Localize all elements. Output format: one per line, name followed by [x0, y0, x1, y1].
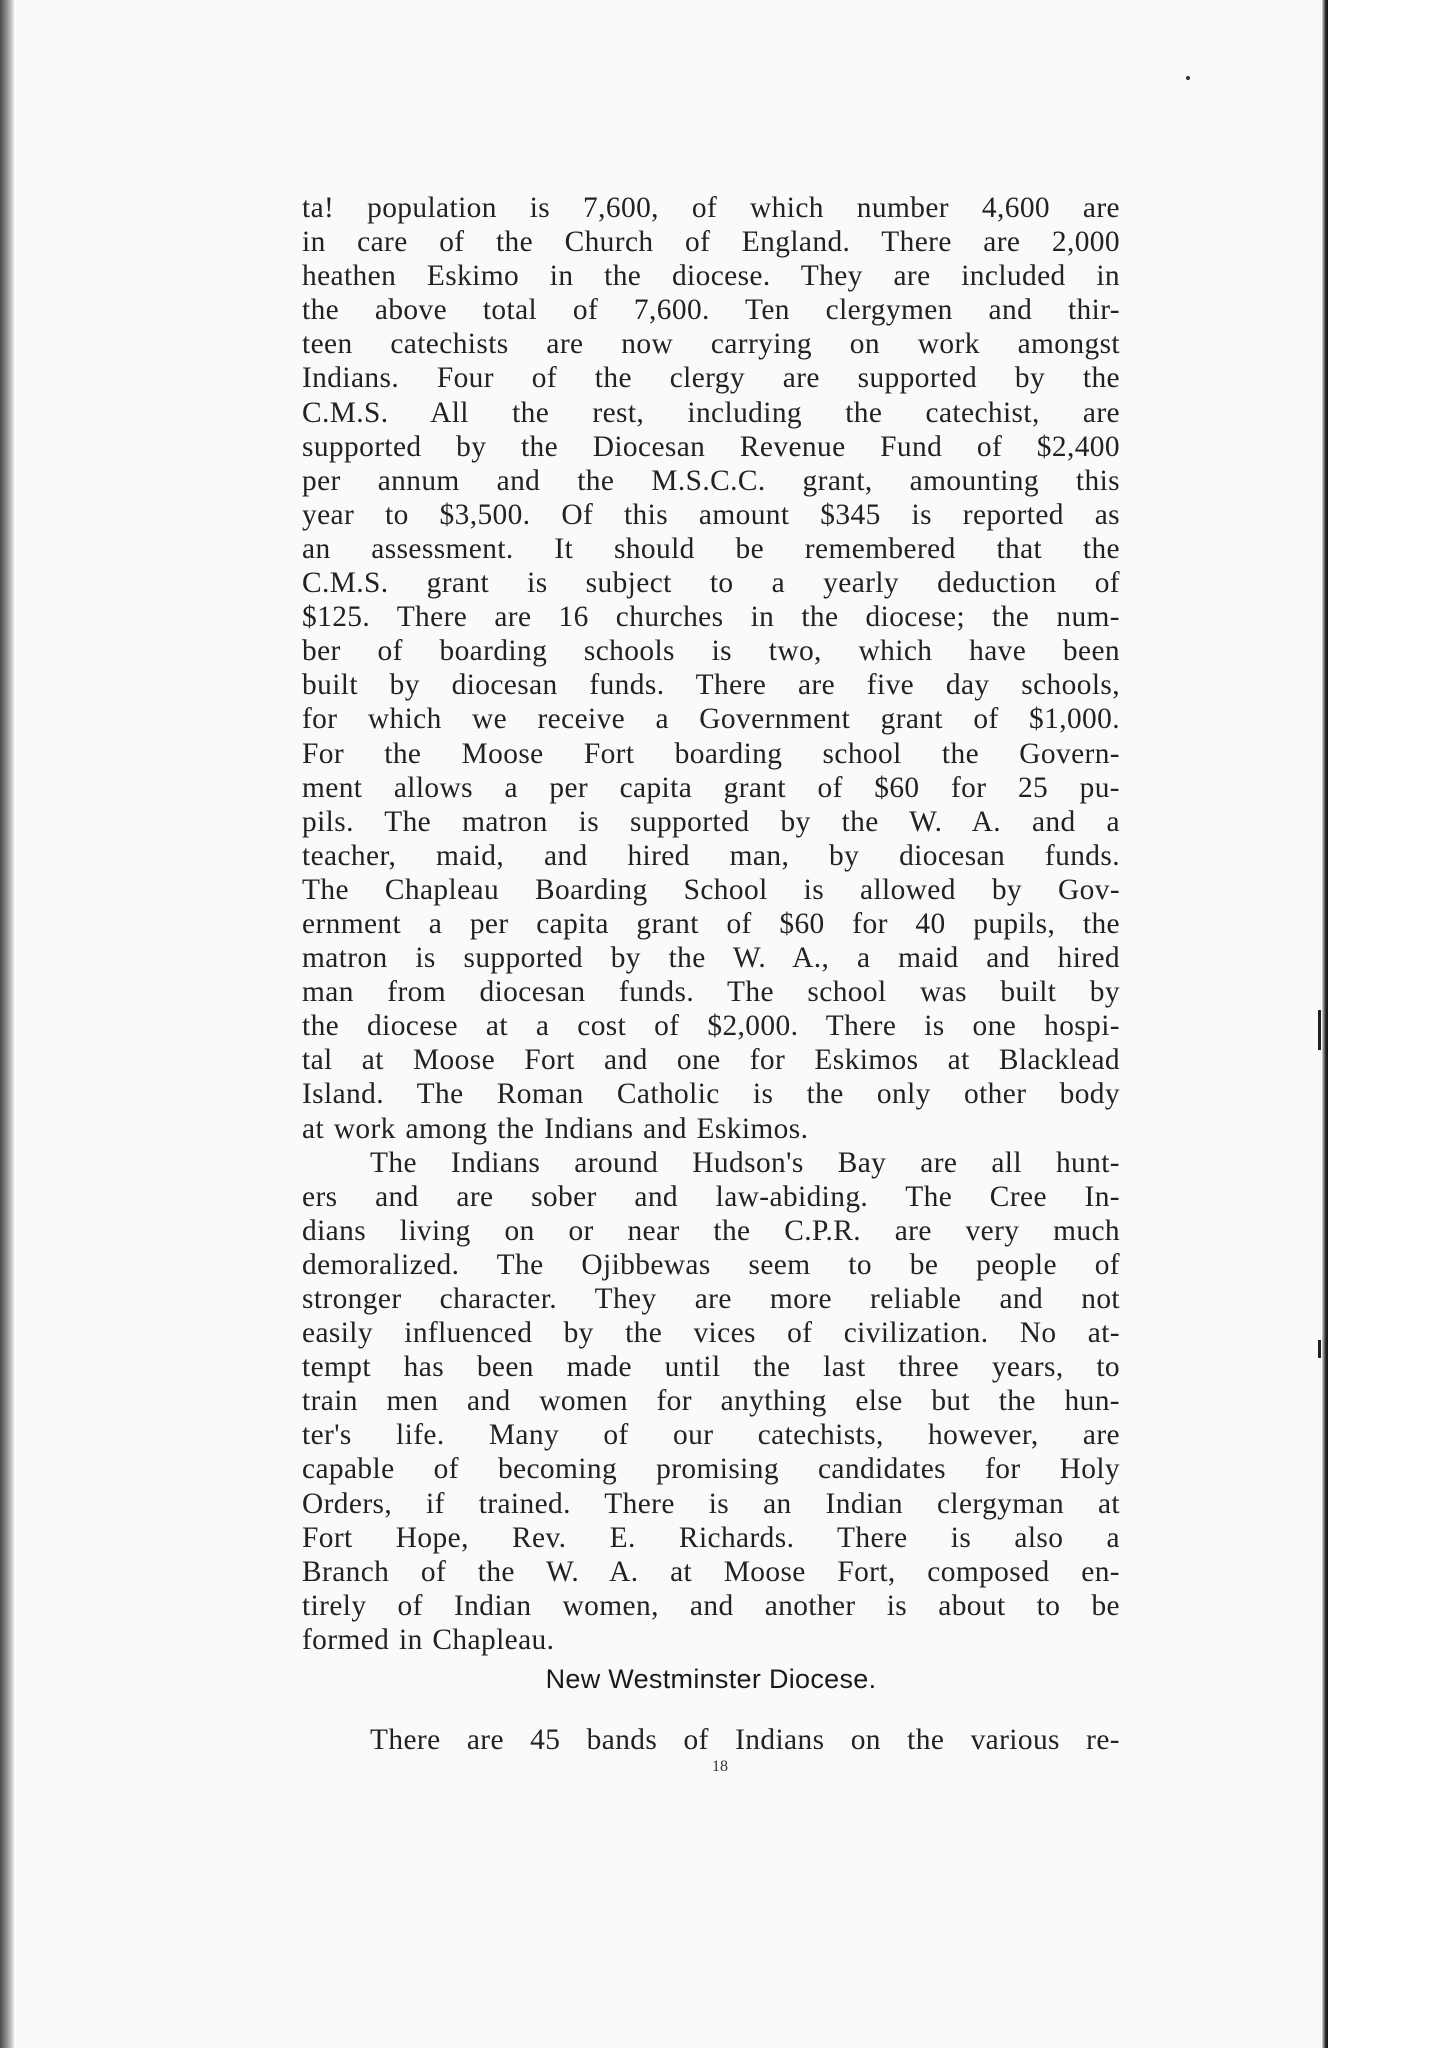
scan-edge-mark — [1318, 1340, 1321, 1358]
text-line: the above total of 7,600. Ten clergymen and thir- — [302, 294, 1120, 327]
text-line: ernment a per capita grant of $60 for 40 pupils, the — [302, 907, 1120, 940]
section-heading: New Westminster Diocese. — [545, 1664, 877, 1694]
text-line: man from diocesan funds. The school was built by — [302, 976, 1120, 1009]
text-line: C.M.S. grant is subject to a yearly deduction of — [302, 567, 1120, 600]
text-line: Orders, if trained. There is an Indian clergyman at — [302, 1487, 1120, 1520]
text-line: tempt has been made until the last three years, to — [302, 1351, 1120, 1384]
paragraph-3 — [302, 1723, 1120, 1757]
text-line: Island. The Roman Catholic is the only other body — [302, 1078, 1120, 1111]
text-line: heathen Eskimo in the diocese. They are included in — [302, 260, 1120, 293]
binding-shadow — [0, 0, 14, 2048]
text-line: ment allows a per capita grant of $60 for 25 pu- — [302, 771, 1120, 804]
text-line: built by diocesan funds. There are five day schools, — [302, 669, 1120, 702]
text-line: for which we receive a Government grant of $1,000. — [302, 703, 1120, 736]
text-line: For the Moose Fort boarding school the Govern- — [302, 737, 1120, 770]
text-line: Branch of the W. A. at Moose Fort, composed en- — [302, 1555, 1120, 1588]
text-line: ber of boarding schools is two, which have been — [302, 635, 1120, 668]
text-line: teen catechists are now carrying on work amongst — [302, 328, 1120, 361]
text-line: per annum and the M.S.C.C. grant, amounting this — [302, 464, 1120, 497]
text-line: There are 45 bands of Indians on the various re- — [370, 1724, 1120, 1756]
page-number: 18 — [712, 1758, 728, 1775]
text-line: The Chapleau Boarding School is allowed by Gov- — [302, 873, 1120, 906]
text-line: at work among the Indians and Eskimos. — [302, 1112, 809, 1145]
text-line: year to $3,500. Of this amount $345 is reported as — [302, 498, 1120, 531]
text-line: supported by the Diocesan Revenue Fund of $2,400 — [302, 430, 1120, 463]
text-line: demoralized. The Ojibbewas seem to be people of — [302, 1248, 1120, 1281]
text-line: train men and women for anything else but the hun- — [302, 1385, 1120, 1418]
text-line: C.M.S. All the rest, including the catechist, are — [302, 396, 1120, 429]
text-line: $125. There are 16 churches in the diocese; the num- — [302, 601, 1120, 634]
text-line: Fort Hope, Rev. E. Richards. There is also a — [302, 1521, 1120, 1554]
text-line: matron is supported by the W. A., a maid and hired — [302, 942, 1120, 975]
text-line: capable of becoming promising candidates for Holy — [302, 1453, 1120, 1486]
text-line: the diocese at a cost of $2,000. There is one hospi- — [302, 1010, 1120, 1043]
margin-beyond-page — [1328, 0, 1440, 2048]
paragraph-1 — [302, 191, 1120, 1146]
text-line: formed in Chapleau. — [302, 1623, 555, 1656]
scan-edge-mark — [1318, 1010, 1321, 1050]
text-line: stronger character. They are more reliable and not — [302, 1283, 1120, 1315]
body-text — [302, 191, 1120, 1657]
text-line: an assessment. It should be remembered that the — [302, 532, 1120, 565]
text-line: Indians. Four of the clergy are supported by the — [302, 362, 1120, 395]
paragraph-2 — [302, 1146, 1120, 1657]
text-line: in care of the Church of England. There are 2,000 — [302, 226, 1120, 259]
text-line: ers and are sober and law-abiding. The Cree In- — [302, 1180, 1120, 1213]
text-line: ta! population is 7,600, of which number 4,600 are — [302, 192, 1120, 224]
text-line: easily influenced by the vices of civilization. No at- — [302, 1317, 1120, 1350]
text-line: dians living on or near the C.P.R. are very much — [302, 1214, 1120, 1247]
text-line: ter's life. Many of our catechists, however, are — [302, 1419, 1120, 1452]
text-line: The Indians around Hudson's Bay are all hunt- — [370, 1146, 1120, 1179]
text-line: tal at Moose Fort and one for Eskimos at Blacklead — [302, 1044, 1120, 1077]
scan-speck — [1186, 76, 1190, 80]
text-line: teacher, maid, and hired man, by diocesan funds. — [302, 839, 1120, 872]
text-line: pils. The matron is supported by the W. A. and a — [302, 805, 1120, 838]
text-line: tirely of Indian women, and another is about to be — [302, 1589, 1120, 1622]
